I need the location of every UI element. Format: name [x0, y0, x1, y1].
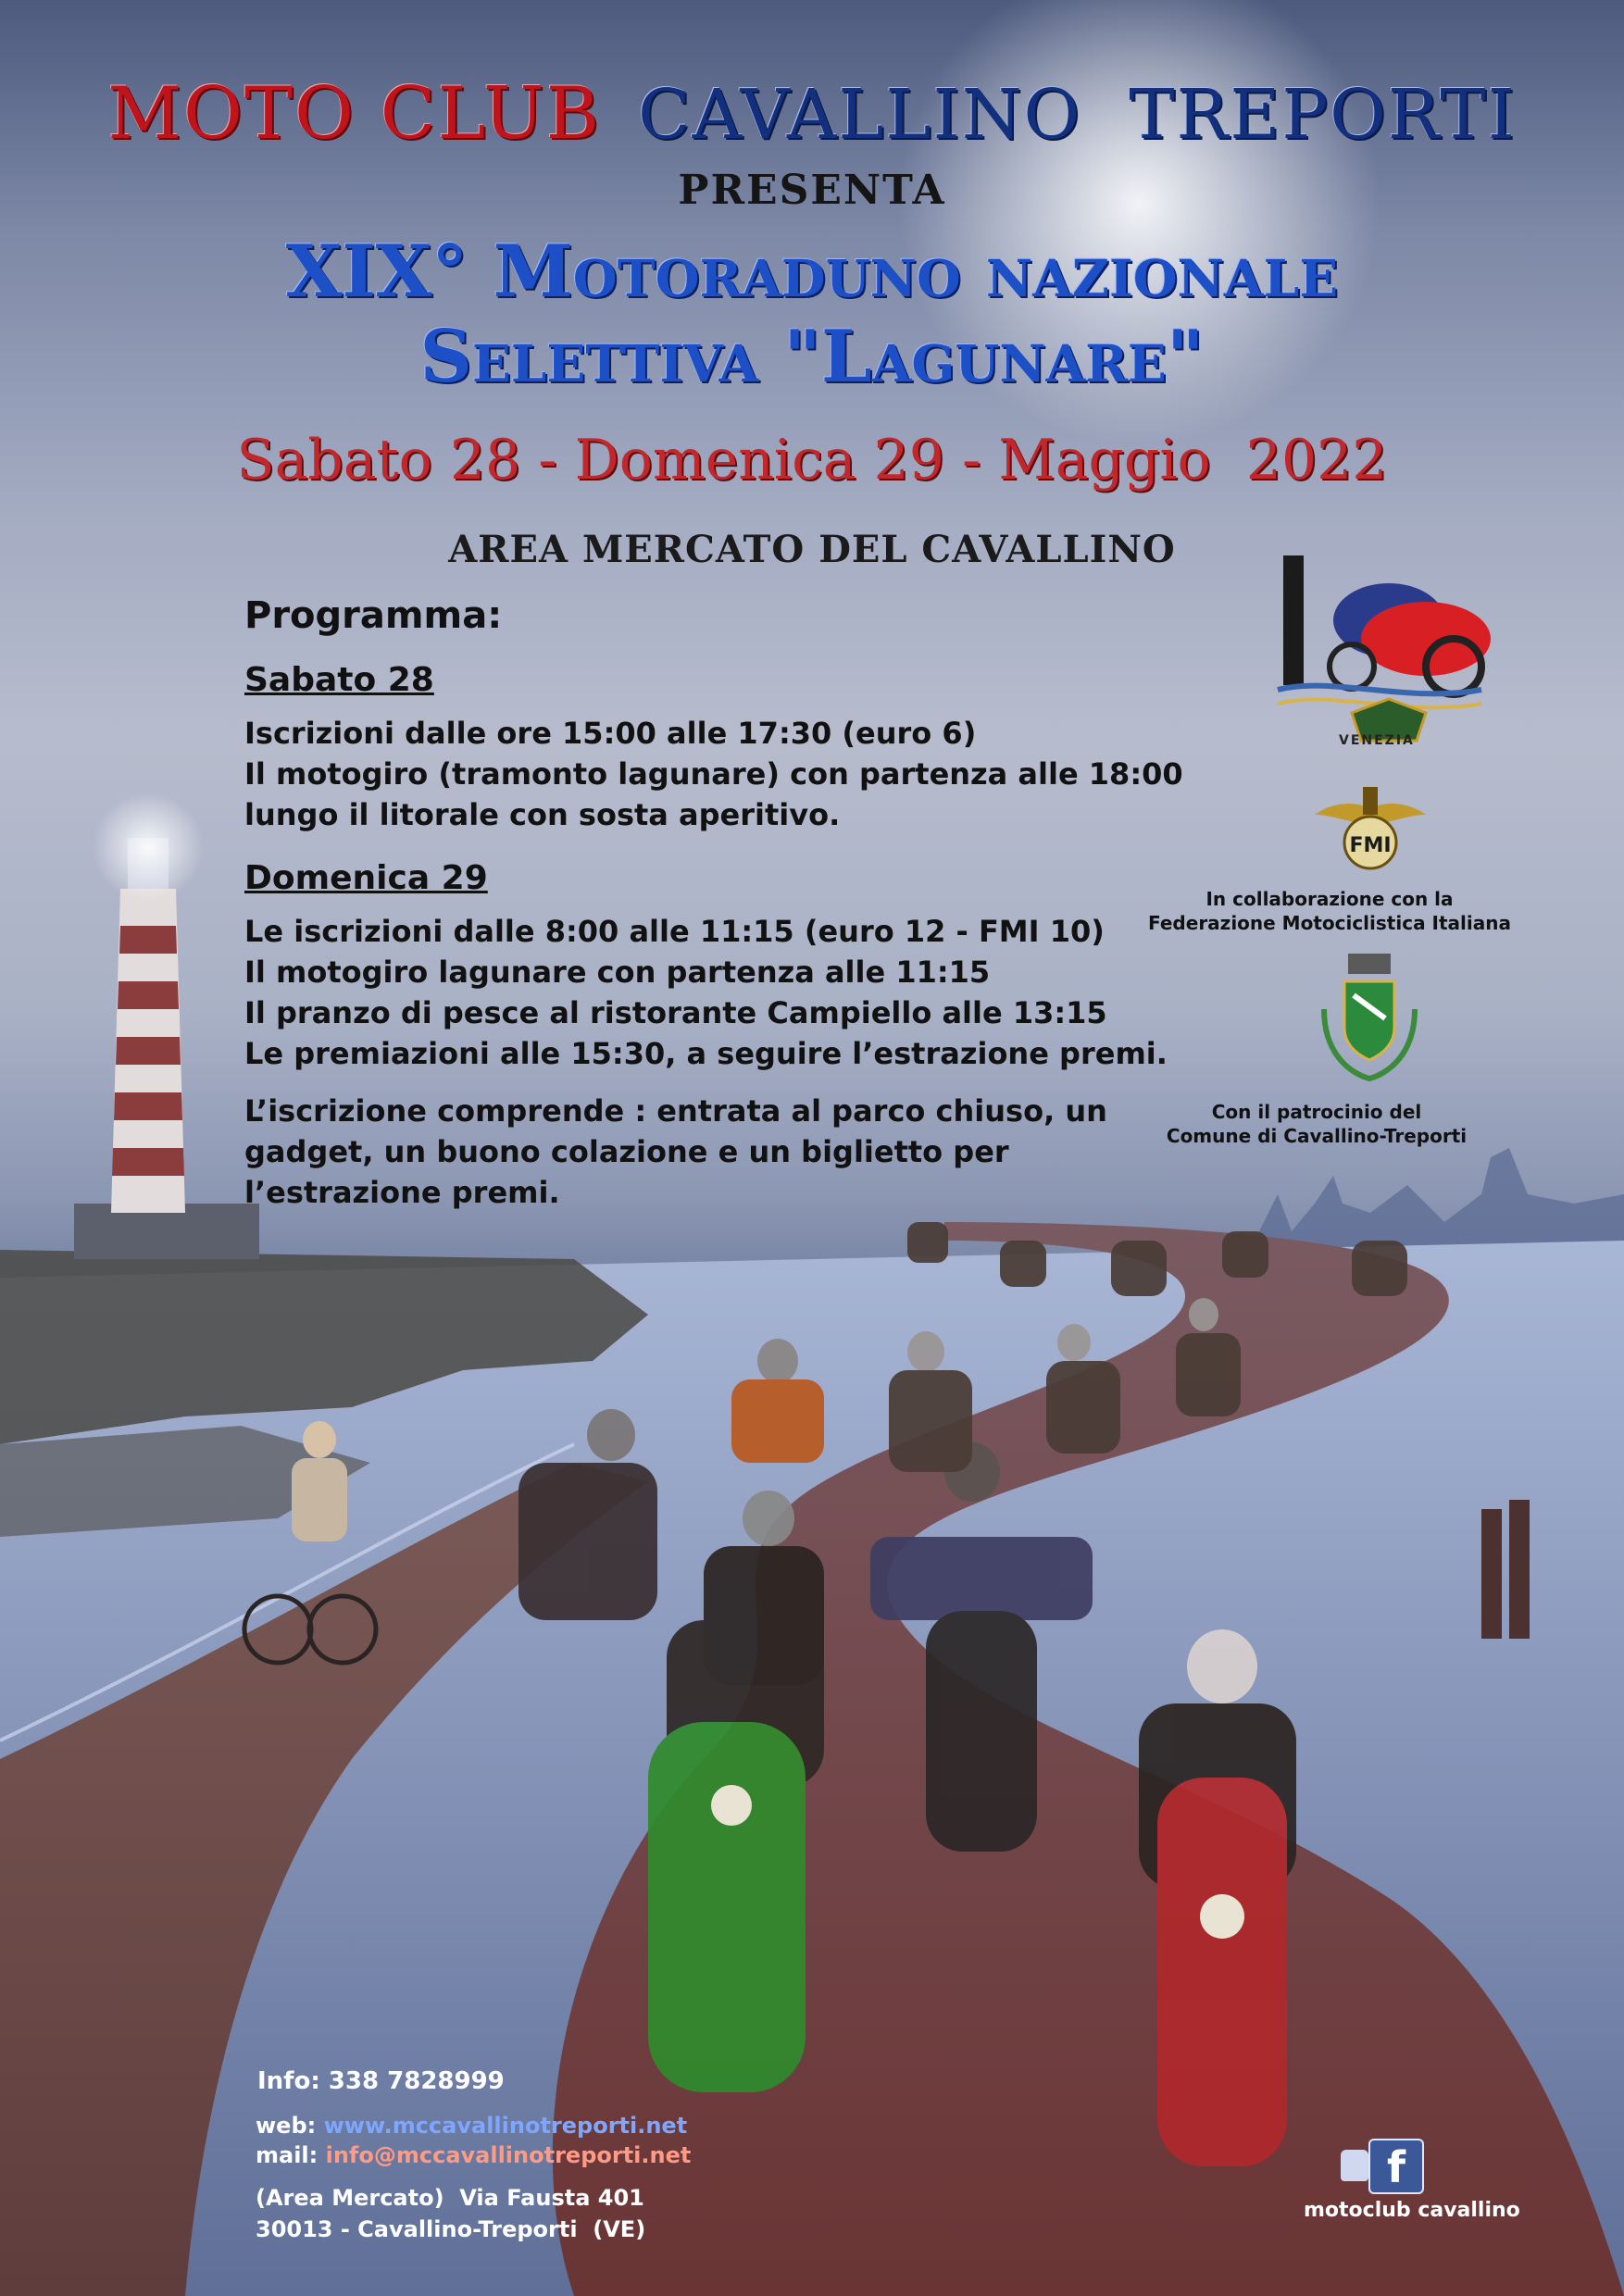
- fmi-caption-line2: Federazione Motociclistica Italiana: [1148, 912, 1511, 934]
- event-title-line1: XIX° Motoraduno nazionale: [285, 230, 1339, 314]
- comune-caption-line1: Con il patrocinio del: [1211, 1101, 1422, 1123]
- fmi-caption: [1126, 887, 1533, 935]
- address-line1: (Area Mercato) Via Fausta 401: [256, 2185, 644, 2211]
- event-dates: Sabato 28 - Domenica 29 - Maggio 2022: [236, 428, 1388, 493]
- address-line2: 30013 - Cavallino-Treporti (VE): [256, 2216, 646, 2242]
- web-label: web:: [256, 2113, 324, 2139]
- comune-caption: [1113, 1100, 1520, 1148]
- info-phone: Info: 338 7828999: [257, 2067, 505, 2095]
- schedule-line: Le premiazioni alle 15:30, a seguire l’estrazione premi.: [244, 1036, 1168, 1071]
- fmi-caption-line1: In collaborazione con la: [1206, 888, 1454, 910]
- mail-link[interactable]: info@mccavallinotreporti.net: [325, 2142, 692, 2168]
- saturday-heading: Sabato 28: [244, 661, 434, 699]
- like-thumb-icon: [1341, 2150, 1368, 2181]
- schedule-line: Il motogiro (tramonto lagunare) con partenza alle 18:00: [244, 756, 1183, 792]
- program-title: Programma:: [244, 594, 503, 637]
- facebook-icon[interactable]: [1368, 2139, 1424, 2194]
- schedule-line: Il motogiro lagunare con partenza alle 11:15: [244, 955, 991, 990]
- web-link[interactable]: www.mccavallinotreporti.net: [323, 2113, 688, 2139]
- schedule-line: Iscrizioni dalle ore 15:00 alle 17:30 (euro 6): [244, 716, 977, 751]
- event-venue: AREA MERCATO DEL CAVALLINO: [448, 528, 1176, 571]
- includes-line: L’iscrizione comprende : entrata al parco chiuso, un: [244, 1093, 1107, 1129]
- saturday-schedule: [244, 713, 1183, 835]
- sunday-heading: Domenica 29: [244, 859, 488, 897]
- includes-line: gadget, un buono colazione e un biglietto per: [244, 1134, 1009, 1169]
- facebook-label[interactable]: motoclub cavallino: [1304, 2199, 1520, 2222]
- fmi-logo-text: FMI: [1349, 834, 1392, 857]
- facebook-icon-letter: f: [1387, 2142, 1406, 2192]
- sunday-schedule: [244, 911, 1168, 1074]
- logo-caption-venezia: VENEZIA: [1339, 733, 1415, 748]
- club-title-moto: MOTO CLUB: [107, 72, 602, 156]
- motoclub-logo: [1278, 555, 1491, 741]
- schedule-line: Il pranzo di pesce al ristorante Campiello alle 13:15: [244, 995, 1107, 1030]
- schedule-line: Le iscrizioni dalle 8:00 alle 11:15 (euro 12 - FMI 10): [244, 914, 1105, 949]
- club-title-name: CAVALLINO TREPORTI: [638, 75, 1517, 155]
- schedule-line: lungo il litorale con sosta aperitivo.: [244, 797, 841, 832]
- mail-line: [256, 2140, 691, 2170]
- includes-line: l’estrazione premi.: [244, 1175, 560, 1210]
- club-title: [0, 72, 1624, 156]
- mooring-post: [1509, 1500, 1530, 1639]
- comune-crest: [1324, 954, 1415, 1079]
- mooring-post: [1481, 1509, 1502, 1639]
- lighthouse: [74, 792, 259, 1259]
- presenta-label: PRESENTA: [678, 167, 946, 214]
- event-title: [0, 230, 1624, 400]
- comune-caption-line2: Comune di Cavallino-Treporti: [1166, 1125, 1468, 1147]
- event-title-line2: Selettiva "Lagunare": [419, 315, 1205, 399]
- registration-includes: [244, 1091, 1107, 1213]
- web-line: [256, 2111, 687, 2140]
- mail-label: mail:: [256, 2142, 326, 2168]
